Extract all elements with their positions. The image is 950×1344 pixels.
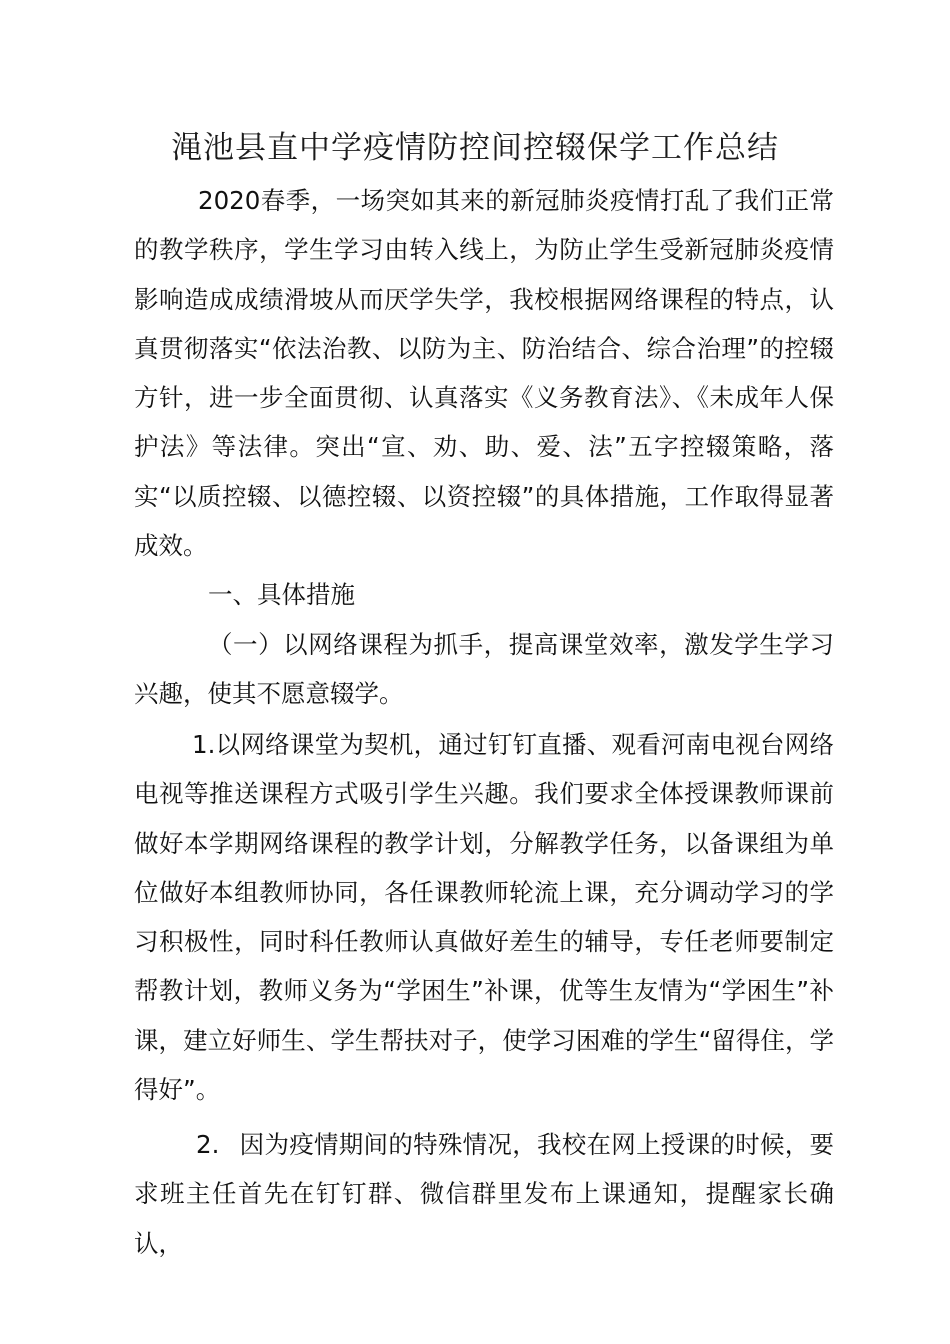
- item-2-text: 因为疫情期间的特殊情况，我校在网上授课的时候，要求班主任首先在钉钉群、微信群里发布上课通知，提醒家长确认，: [134, 1130, 834, 1258]
- intro-paragraph: 2020春季，一场突如其来的新冠肺炎疫情打乱了我们正常的教学秩序，学生学习由转入线上，为防止学生受新冠肺炎疫情影响造成成绩滑坡从而厌学失学，我校根据网络课程的特点，认真贯彻落实“依法治教、以防为主、防治结合、综合治理”的控辍方针，进一步全面贯彻、认真落实《义务教育法》、《未成年人保护法》等法律。突出“宣、劝、助、爱、法”五字控辍策略，落实“以质控辍、以德控辍、以资控辍”的具体措施，工作取得显著成效。: [134, 186, 834, 561]
- measure-item-2: [134, 1120, 834, 1268]
- document-title: 渑池县直中学疫情防控间控辍保学工作总结: [171, 130, 779, 166]
- section-heading: 一、具体措施: [208, 580, 355, 609]
- subsection-heading: （一）以网络课程为抓手，提高课堂效率，激发学生学习兴趣，使其不愿意辍学。: [134, 630, 834, 709]
- measure-item-1: 1.以网络课堂为契机，通过钉钉直播、观看河南电视台网络电视等推送课程方式吸引学生兴趣。我们要求全体授课教师课前做好本学期网络课程的教学计划，分解教学任务，以备课组为单位做好本组教师协同，各任课教师轮流上课，充分调动学习的学习积极性，同时科任教师认真做好差生的辅导，专任老师要制定帮教计划，教师义务为“学困生”补课，优等生友情为“学困生”补课，建立好师生、学生帮扶对子，使学习困难的学生“留得住，学得好”。: [134, 730, 834, 1105]
- item-2-number: 2.: [196, 1130, 220, 1159]
